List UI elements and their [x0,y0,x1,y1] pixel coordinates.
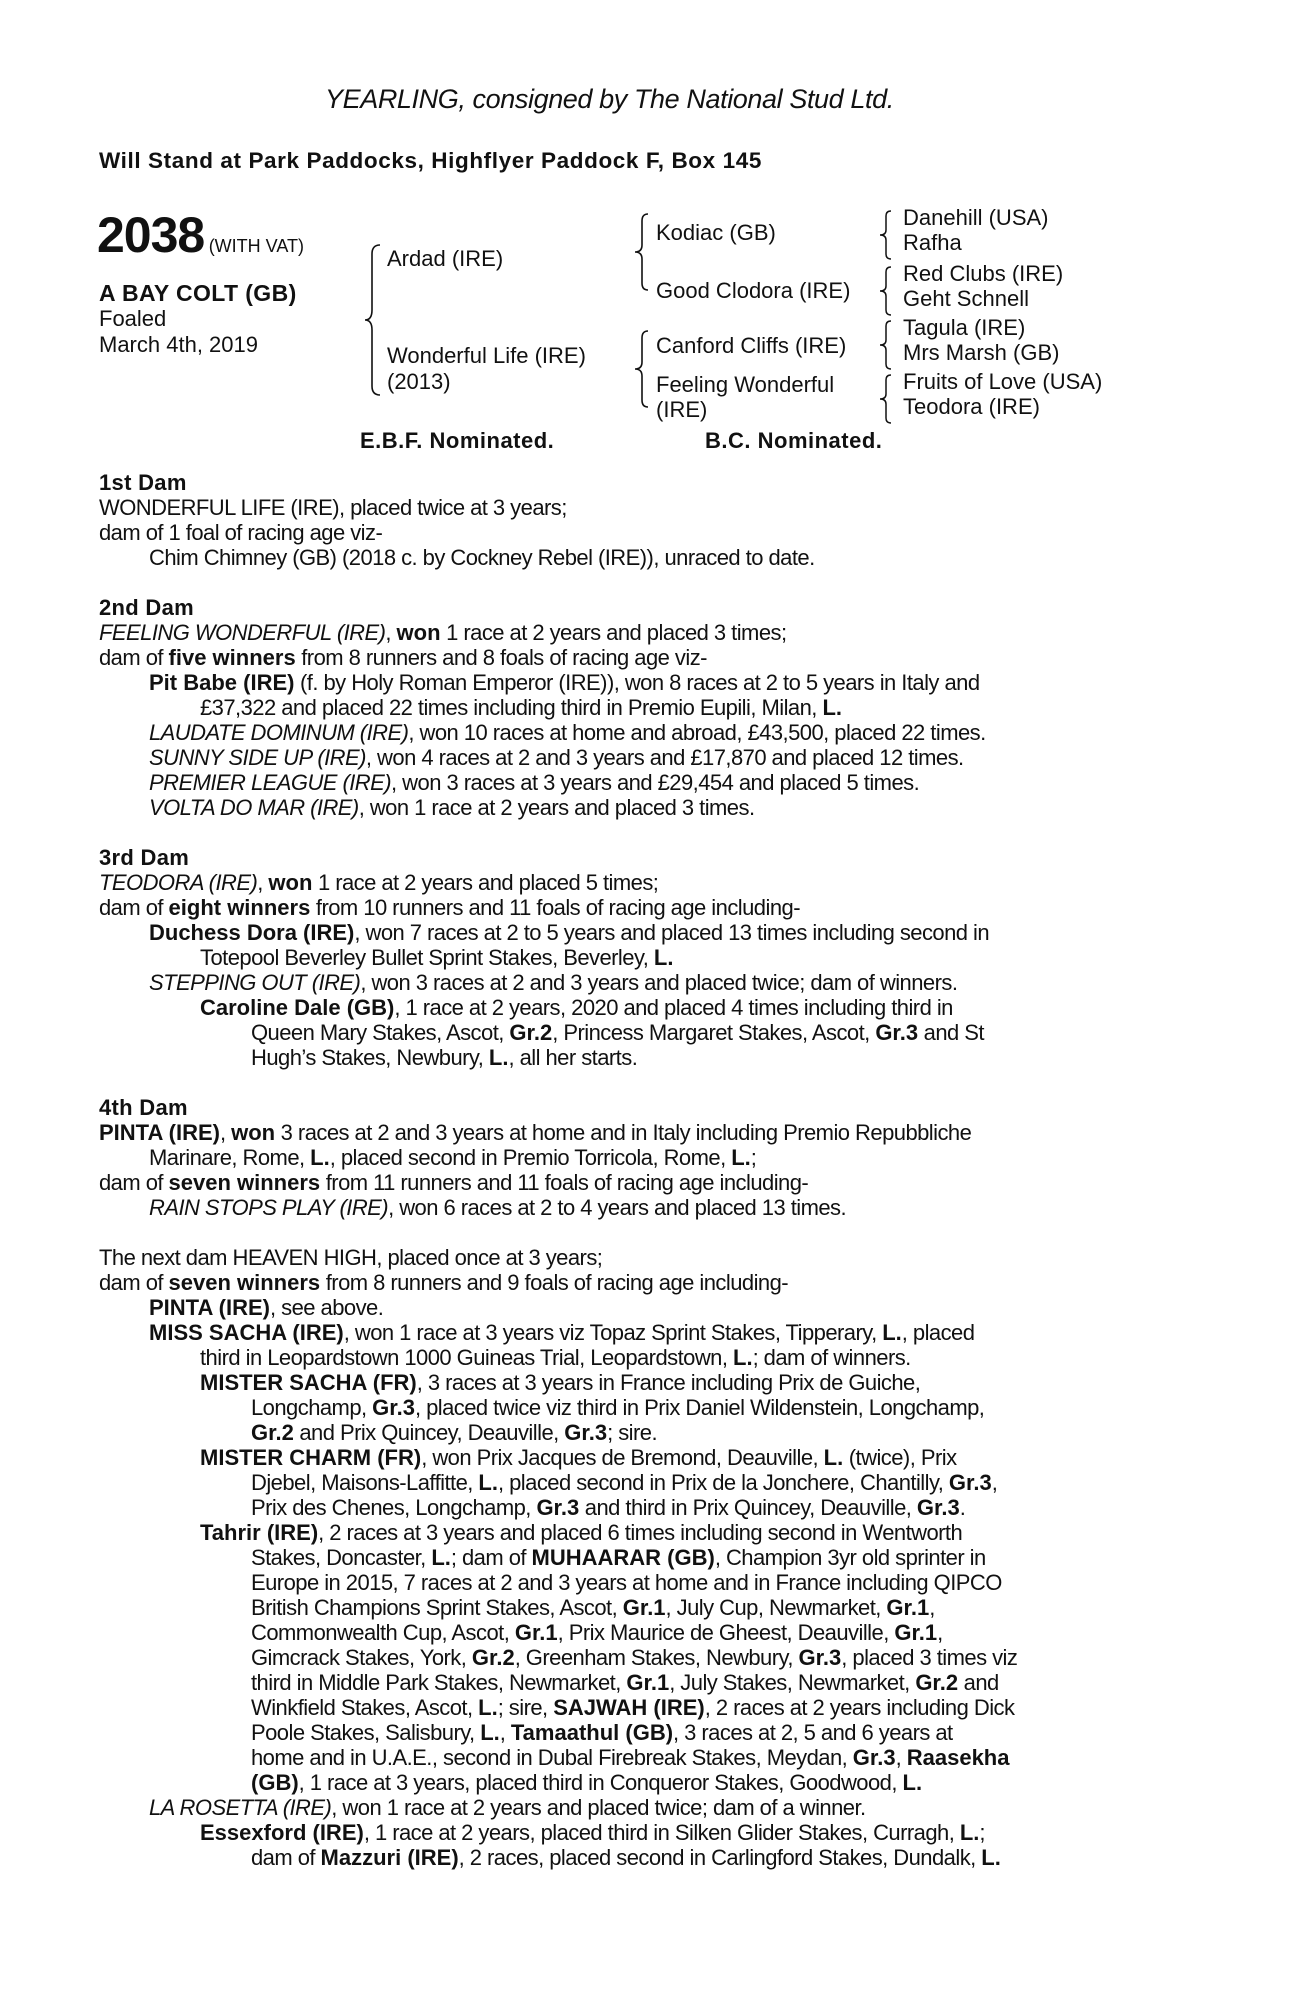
text-line [99,1545,1200,1570]
text-line [99,1245,1200,1270]
text-run: , July Cup, Newmarket, [665,1595,887,1620]
italic-text: VOLTA DO MAR (IRE) [149,795,359,820]
text-run: from 11 runners and 11 foals of racing age including- [320,1170,809,1195]
bold-text: Gr.3 [372,1395,415,1420]
text-line [99,1270,1200,1295]
text-line [99,1295,1200,1320]
stand-location: Will Stand at Park Paddocks, Highflyer Paddock F, Box 145 [99,148,762,173]
text-run: , placed second in Prix de la Jonchere, Chantilly, [497,1470,949,1495]
bold-text: Gr.3 [875,1020,919,1045]
text-line [99,1145,1200,1170]
text-line [99,695,1200,720]
ss-sire-name: Danehill (USA) [903,205,1049,230]
section-title: 4th Dam [99,1095,188,1120]
text-run: , 2 races at 3 years and placed 6 times including second in Wentworth [318,1520,963,1545]
bold-text: (GB) [251,1770,299,1795]
bold-text: Pit Babe (IRE) [149,670,295,695]
bold-text: Gr.2 [471,1645,515,1670]
bold-text: Duchess Dora (IRE) [149,920,355,945]
text-line [99,1120,1200,1145]
italic-text: LA ROSETTA (IRE) [149,1795,332,1820]
text-run: , 3 races at 2, 5 and 6 years at [673,1720,953,1745]
bold-text: L. [480,1720,500,1745]
bold-text: won [268,870,313,895]
text-run: , [991,1470,998,1495]
text-run: , [929,1595,935,1620]
text-run: , 2 races at 2 years including Dick [704,1695,1015,1720]
bold-text: L. [981,1845,1001,1870]
italic-text: LAUDATE DOMINUM (IRE) [149,720,409,745]
text-run: , Princess Margaret Stakes, Ascot, [552,1020,876,1045]
text-run: , won 3 races at 3 years and £29,454 and placed 5 times. [391,770,920,795]
ss-dam-name: Rafha [903,230,962,255]
text-run: (f. by Holy Roman Emperor (IRE)), won 8 races at 2 to 5 years in Italy and [294,670,980,695]
bold-text: seven winners [168,1270,321,1295]
text-run: Djebel, Maisons-Laffitte, [251,1470,479,1495]
text-run: , placed 3 times viz [841,1645,1018,1670]
bold-text: won [396,620,441,645]
text-run: , Champion 3yr old sprinter in [714,1545,986,1570]
ebf-nominated: E.B.F. Nominated. [360,428,555,453]
text-line [99,895,1200,920]
text-run: , won 1 race at 2 years and placed twice; dam of a winner. [331,1795,866,1820]
bold-text: L. [478,1695,498,1720]
text-line [99,1370,1200,1395]
sire-dam-name: Good Clodora (IRE) [656,278,851,303]
dam-section [99,845,1200,1070]
section-title: 1st Dam [99,470,187,495]
text-run: Longchamp, [251,1395,373,1420]
text-line [99,1170,1200,1195]
text-run: , won 3 races at 2 and 3 years and placed twice; dam of winners. [360,970,958,995]
bold-text: Gr.3 [564,1420,608,1445]
text-run: dam of [99,1170,169,1195]
text-run: Europe in 2015, 7 races at 2 and 3 years at home and in France including QIPCO [251,1570,1002,1595]
text-run: , see above. [270,1295,384,1320]
text-run: from 10 runners and 11 foals of racing age including- [310,895,800,920]
text-run: dam of [99,1270,169,1295]
text-line [99,1570,1200,1595]
text-line [99,1020,1200,1045]
lot-number: 2038 [97,207,205,263]
text-run: , won 1 race at 2 years and placed 3 times. [358,795,755,820]
dd-dam-name: Teodora (IRE) [903,394,1040,419]
bold-text: L. [823,1445,844,1470]
text-line [99,795,1200,820]
bold-text: L. [882,1320,902,1345]
text-run: Chim Chimney (GB) (2018 c. by Cockney Rebel (IRE)), unraced to date. [149,545,815,570]
text-run: , all her starts. [508,1045,638,1070]
text-run: third in Middle Park Stakes, Newmarket, [251,1670,627,1695]
bold-text: Gr.2 [915,1670,959,1695]
bold-text: seven winners [168,1170,321,1195]
sd-sire-name: Red Clubs (IRE) [903,261,1064,286]
bold-text: PINTA (IRE) [149,1295,270,1320]
bold-text: L. [959,1820,980,1845]
foaled-label: Foaled [99,306,167,331]
dam-section [99,595,1200,820]
bold-text: L. [822,695,842,720]
text-run: , [257,870,269,895]
dam-name: Wonderful Life (IRE) [387,343,586,368]
text-line [99,1820,1200,1845]
bold-text: Gr.2 [509,1020,553,1045]
text-run: , won Prix Jacques de Bremond, Deauville, [421,1445,824,1470]
bold-text: L. [431,1545,451,1570]
ds-dam-name: Mrs Marsh (GB) [903,340,1060,365]
text-run: , won 7 races at 2 to 5 years and placed 13 times including second in [354,920,990,945]
text-run: dam of [251,1845,321,1870]
text-line [99,1320,1200,1345]
text-run: and Prix Quincey, Deauville, [293,1420,565,1445]
dam-section [99,1245,1200,1870]
text-run: Prix des Chenes, Longchamp, [251,1495,537,1520]
text-run: Stakes, Doncaster, [251,1545,432,1570]
text-run: , Prix Maurice de Gheest, Deauville, [557,1620,895,1645]
sire-name: Ardad (IRE) [387,246,504,271]
text-run: , placed [901,1320,975,1345]
text-line [99,1795,1200,1820]
bold-text: eight winners [168,895,311,920]
bold-text: MISTER CHARM (FR) [200,1445,422,1470]
pedigree-brace-ds [879,320,893,370]
text-line [99,1195,1200,1220]
pedigree-brace-main [364,244,382,396]
text-line [99,720,1200,745]
dam-section [99,1095,1200,1220]
dam-year: (2013) [387,369,451,394]
text-run: £37,322 and placed 22 times including third in Premio Eupili, Milan, [200,695,823,720]
bold-text: Gr.3 [852,1745,896,1770]
bold-text: SAJWAH (IRE) [553,1695,705,1720]
text-run: and [958,1670,999,1695]
bold-text: Caroline Dale (GB) [200,995,395,1020]
text-run: Marinare, Rome, [149,1145,311,1170]
text-line [99,995,1200,1020]
text-line [99,945,1200,970]
bold-text: Gr.1 [514,1620,558,1645]
pedigree-brace-sire [634,213,650,291]
bold-text: Gr.1 [622,1595,666,1620]
italic-text: TEODORA (IRE) [99,870,258,895]
text-run: ; [750,1145,757,1170]
text-run: Gimcrack Stakes, York, [251,1645,472,1670]
text-run: Poole Stakes, Salisbury, [251,1720,481,1745]
bold-text: MISS SACHA (IRE) [149,1320,344,1345]
text-run: Hugh’s Stakes, Newbury, [251,1045,489,1070]
text-line [99,1620,1200,1645]
text-run: , Greenham Stakes, Newbury, [514,1645,799,1670]
text-run: , [220,1120,232,1145]
sire-sire-name: Kodiac (GB) [656,220,776,245]
bold-text: Gr.1 [886,1595,930,1620]
text-line [99,1695,1200,1720]
text-line [99,520,1200,545]
bold-text: L. [488,1045,509,1070]
section-title: 3rd Dam [99,845,190,870]
bold-text: Gr.3 [948,1470,992,1495]
text-run: British Champions Sprint Stakes, Ascot, [251,1595,623,1620]
text-run: Commonwealth Cup, Ascot, [251,1620,515,1645]
text-line [99,920,1200,945]
text-run: , [499,1720,511,1745]
text-line [99,1770,1200,1795]
text-line [99,1470,1200,1495]
text-run: 3 races at 2 and 3 years at home and in Italy including Premio Repubbliche [275,1120,972,1145]
dam-dam-name: Feeling Wonderful [656,372,835,397]
text-line [99,1045,1200,1070]
text-run: dam of 1 foal of racing age viz- [99,520,383,545]
text-run: ; [979,1820,985,1845]
text-run: , 1 race at 2 years, 2020 and placed 4 times including third in [394,995,953,1020]
bold-text: L. [731,1145,751,1170]
italic-text: PREMIER LEAGUE (IRE) [149,770,392,795]
italic-text: FEELING WONDERFUL (IRE) [99,620,386,645]
horse-description: A BAY COLT (GB) [99,280,297,306]
sd-dam-name: Geht Schnell [903,286,1029,311]
text-run: , [385,620,397,645]
text-line [99,1345,1200,1370]
text-run: from 8 runners and 8 foals of racing age viz- [295,645,707,670]
text-run: 1 race at 2 years and placed 5 times; [312,870,659,895]
bold-text: Gr.3 [798,1645,842,1670]
text-line [99,645,1200,670]
text-line [99,1395,1200,1420]
text-line [99,1845,1200,1870]
text-line [99,670,1200,695]
bc-nominated: B.C. Nominated. [705,428,883,453]
dam-dam-suffix: (IRE) [656,397,708,422]
text-line [99,1445,1200,1470]
text-run: , won 6 races at 2 to 4 years and placed 13 times. [388,1195,847,1220]
dd-sire-name: Fruits of Love (USA) [903,369,1103,394]
lot-heading [97,206,304,264]
text-line [99,745,1200,770]
ds-sire-name: Tagula (IRE) [903,315,1026,340]
text-run: , [895,1745,907,1770]
text-line [99,1670,1200,1695]
dam-sire-name: Canford Cliffs (IRE) [656,333,847,358]
text-line [99,1420,1200,1445]
text-run: , 1 race at 3 years, placed third in Conqueror Stakes, Goodwood, [298,1770,903,1795]
text-run: third in Leopardstown 1000 Guineas Trial, Leopardstown, [200,1345,733,1370]
bold-text: Gr.3 [916,1495,960,1520]
pedigree-brace-sd [879,266,893,316]
bold-text: Raasekha [906,1745,1010,1770]
bold-text: L. [733,1345,753,1370]
text-run: Queen Mary Stakes, Ascot, [251,1020,510,1045]
text-run: ; dam of winners. [752,1345,911,1370]
bold-text: Tamaathul (GB) [510,1720,674,1745]
text-run: ; dam of [450,1545,532,1570]
text-run: WONDERFUL LIFE (IRE), placed twice at 3 years; [99,495,567,520]
bold-text: Gr.3 [536,1495,580,1520]
text-run: , 3 races at 3 years in France including Prix de Guiche, [416,1370,921,1395]
catalogue-body [99,470,1200,1895]
dam-section [99,470,1200,570]
text-run: , placed second in Premio Torricola, Rome, [329,1145,732,1170]
text-run: , won 4 races at 2 and 3 years and £17,870 and placed 12 times. [365,745,964,770]
text-run: , placed twice viz third in Prix Daniel Wildenstein, Longchamp, [414,1395,985,1420]
text-run: and St [918,1020,984,1045]
italic-text: STEPPING OUT (IRE) [149,970,361,995]
text-run: , won 10 races at home and abroad, £43,500, placed 22 times. [408,720,986,745]
bold-text: MUHAARAR (GB) [531,1545,715,1570]
text-line [99,1595,1200,1620]
text-run: , July Stakes, Newmarket, [669,1670,916,1695]
bold-text: L. [902,1770,923,1795]
bold-text: five winners [168,645,296,670]
bold-text: MISTER SACHA (FR) [200,1370,417,1395]
pedigree-brace-dam [634,330,650,408]
text-run: , 2 races, placed second in Carlingford Stakes, Dundalk, [458,1845,982,1870]
bold-text: Essexford (IRE) [200,1820,364,1845]
bold-text: Gr.2 [251,1420,294,1445]
text-run: Winkfield Stakes, Ascot, [251,1695,479,1720]
text-run: home and in U.A.E., second in Dubal Firebreak Stakes, Meydan, [251,1745,853,1770]
text-run: 1 race at 2 years and placed 3 times; [440,620,787,645]
pedigree-brace-ss [879,210,893,260]
bold-text: won [231,1120,276,1145]
text-line [99,545,1200,570]
text-run: dam of [99,645,169,670]
bold-text: Tahrir (IRE) [200,1520,319,1545]
bold-text: Gr.1 [894,1620,938,1645]
text-run: Totepool Beverley Bullet Sprint Stakes, Beverley, [200,945,654,970]
text-line [99,1720,1200,1745]
consignment-line: YEARLING, consigned by The National Stud Ltd. [325,84,894,114]
bold-text: L. [310,1145,330,1170]
text-run: ; sire, [497,1695,554,1720]
vat-note: (WITH VAT) [208,236,304,256]
text-run: from 8 runners and 9 foals of racing age including- [320,1270,789,1295]
section-title: 2nd Dam [99,595,195,620]
bold-text: Mazzuri (IRE) [320,1845,459,1870]
text-line [99,1645,1200,1670]
text-line [99,970,1200,995]
bold-text: Gr.1 [626,1670,670,1695]
bold-text: L. [653,945,674,970]
text-run: (twice), Prix [843,1445,957,1470]
text-run: ; sire. [607,1420,658,1445]
text-run: . [959,1495,966,1520]
bold-text: L. [478,1470,498,1495]
text-line [99,495,1200,520]
text-line [99,1495,1200,1520]
text-run: , [937,1620,943,1645]
text-run: and third in Prix Quincey, Deauville, [579,1495,917,1520]
text-run: The next dam HEAVEN HIGH, placed once at 3 years; [99,1245,603,1270]
text-run: , 1 race at 2 years, placed third in Silken Glider Stakes, Curragh, [363,1820,960,1845]
italic-text: RAIN STOPS PLAY (IRE) [149,1195,389,1220]
text-line [99,1745,1200,1770]
text-line [99,620,1200,645]
text-line [99,1520,1200,1545]
text-run: dam of [99,895,169,920]
text-line [99,870,1200,895]
text-line [99,770,1200,795]
text-run: , won 1 race at 3 years viz Topaz Sprint Stakes, Tipperary, [343,1320,883,1345]
italic-text: SUNNY SIDE UP (IRE) [149,745,366,770]
foaled-date: March 4th, 2019 [99,332,258,357]
bold-text: PINTA (IRE) [99,1120,220,1145]
pedigree-brace-dd [879,374,893,424]
